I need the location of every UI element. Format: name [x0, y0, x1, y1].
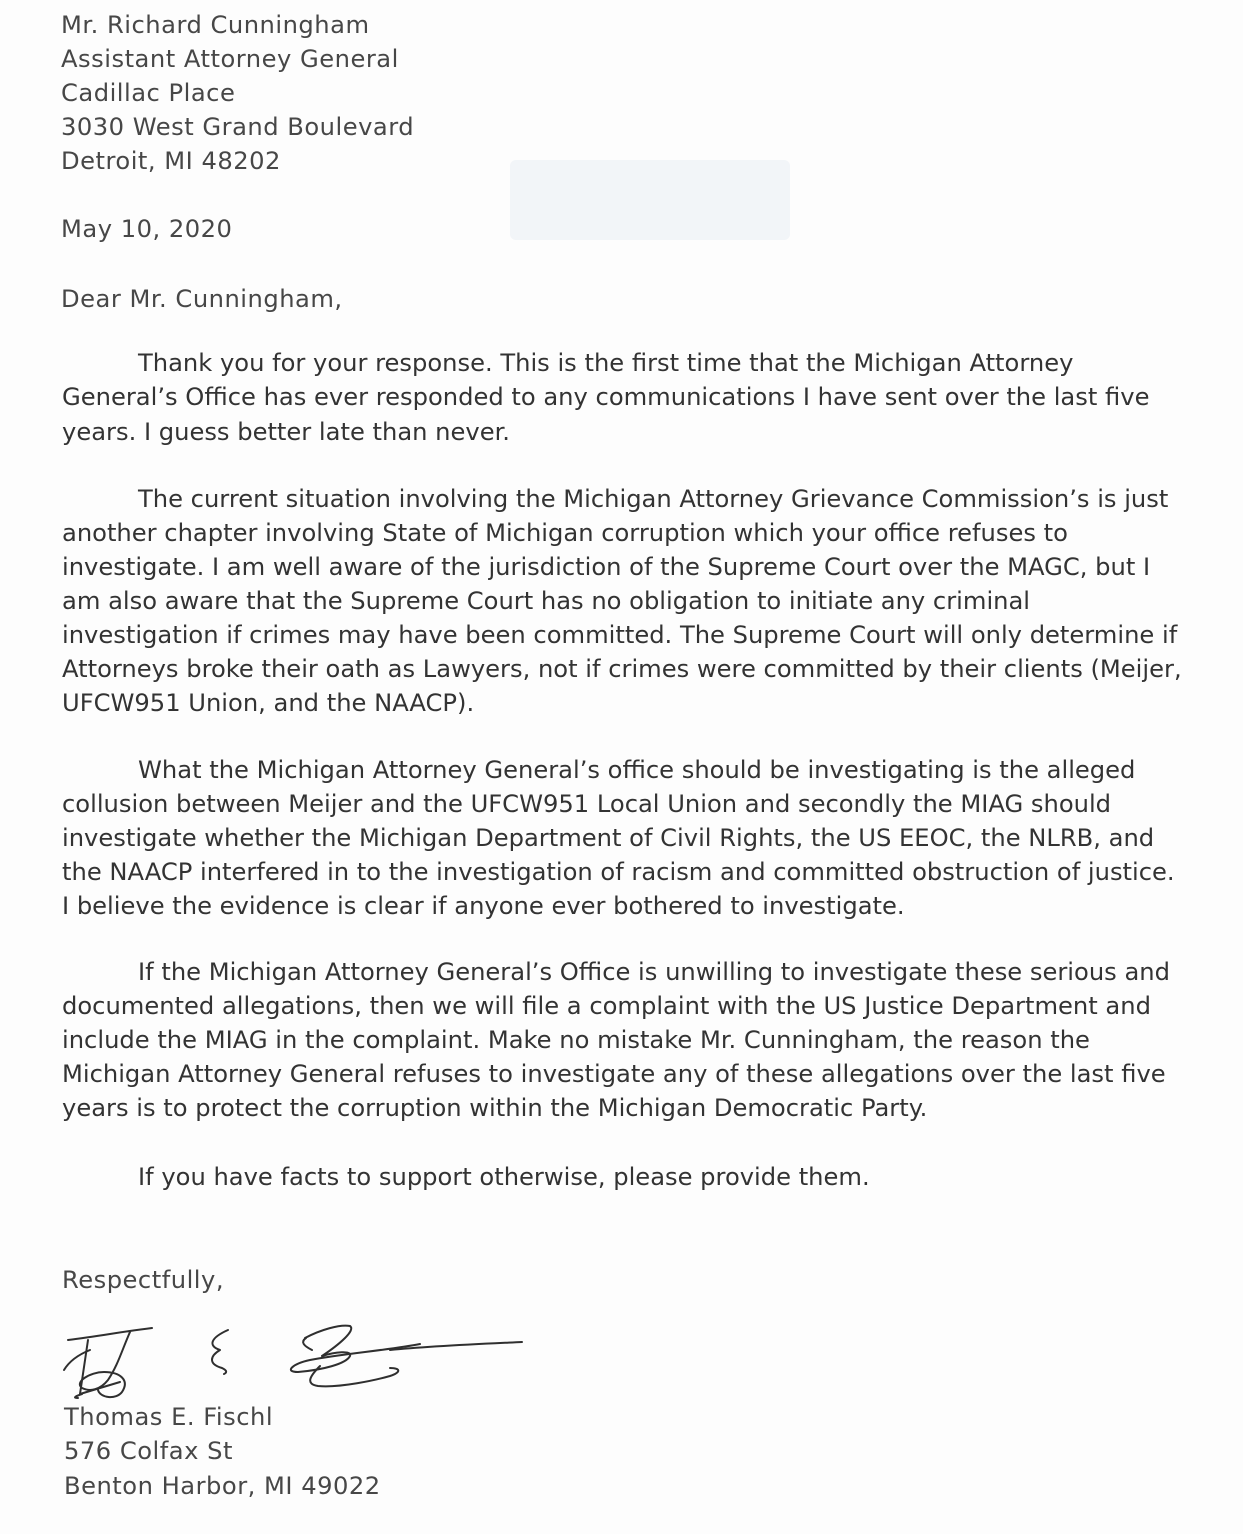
paragraph-line: Attorneys broke their oath as Lawyers, not if crimes were committed by their clients (Meijer,: [62, 655, 1182, 683]
recipient-building: Cadillac Place: [61, 79, 236, 107]
paragraph-line: UFCW951 Union, and the NAACP).: [62, 689, 475, 717]
paragraph-line: If you have facts to support otherwise, please provide them.: [138, 1163, 870, 1191]
paragraph-line: include the MIAG in the complaint. Make no mistake Mr. Cunningham, the reason the: [62, 1026, 1090, 1054]
paragraph-line: collusion between Meijer and the UFCW951 Local Union and secondly the MIAG should: [62, 790, 1112, 818]
letter-date: May 10, 2020: [61, 215, 233, 243]
paragraph-line: another chapter involving State of Michigan corruption which your office refuses to: [62, 519, 1068, 547]
paragraph-line: The current situation involving the Michigan Attorney Grievance Commission’s is just: [138, 485, 1169, 513]
paragraph-line: the NAACP interfered in to the investigation of racism and committed obstruction of justice.: [62, 858, 1175, 886]
sender-street: 576 Colfax St: [64, 1437, 233, 1465]
paragraph-line: years is to protect the corruption within the Michigan Democratic Party.: [62, 1094, 928, 1122]
paragraph-line: am also aware that the Supreme Court has no obligation to initiate any criminal: [62, 587, 1031, 615]
recipient-title: Assistant Attorney General: [61, 45, 399, 73]
closing: Respectfully,: [62, 1266, 225, 1294]
paragraph-line: investigate. I am well aware of the jurisdiction of the Supreme Court over the MAGC, but I: [62, 553, 1151, 581]
paragraph-line: Thank you for your response. This is the first time that the Michigan Attorney: [138, 349, 1074, 377]
signature: [60, 1310, 530, 1410]
paragraph-line: Michigan Attorney General refuses to investigate any of these allegations over the last five: [62, 1060, 1166, 1088]
paragraph-line: investigate whether the Michigan Department of Civil Rights, the US EEOC, the NLRB, and: [62, 824, 1155, 852]
sender-name: Thomas E. Fischl: [64, 1403, 274, 1431]
paragraph-line: What the Michigan Attorney General’s office should be investigating is the alleged: [138, 756, 1136, 784]
paragraph-line: documented allegations, then we will file a complaint with the US Justice Department and: [62, 992, 1151, 1020]
sender-city: Benton Harbor, MI 49022: [64, 1472, 381, 1500]
paragraph-line: If the Michigan Attorney General’s Office is unwilling to investigate these serious and: [138, 958, 1170, 986]
salutation: Dear Mr. Cunningham,: [61, 285, 343, 313]
recipient-street: 3030 West Grand Boulevard: [61, 113, 415, 141]
recipient-name: Mr. Richard Cunningham: [61, 11, 370, 39]
paragraph-line: years. I guess better late than never.: [62, 418, 510, 446]
paragraph-line: General’s Office has ever responded to any communications I have sent over the last five: [62, 383, 1150, 411]
recipient-city: Detroit, MI 48202: [61, 147, 281, 175]
scan-smudge: [510, 160, 790, 240]
paragraph-line: investigation if crimes may have been committed. The Supreme Court will only determine if: [62, 621, 1178, 649]
paragraph-line: I believe the evidence is clear if anyone ever bothered to investigate.: [62, 892, 905, 920]
